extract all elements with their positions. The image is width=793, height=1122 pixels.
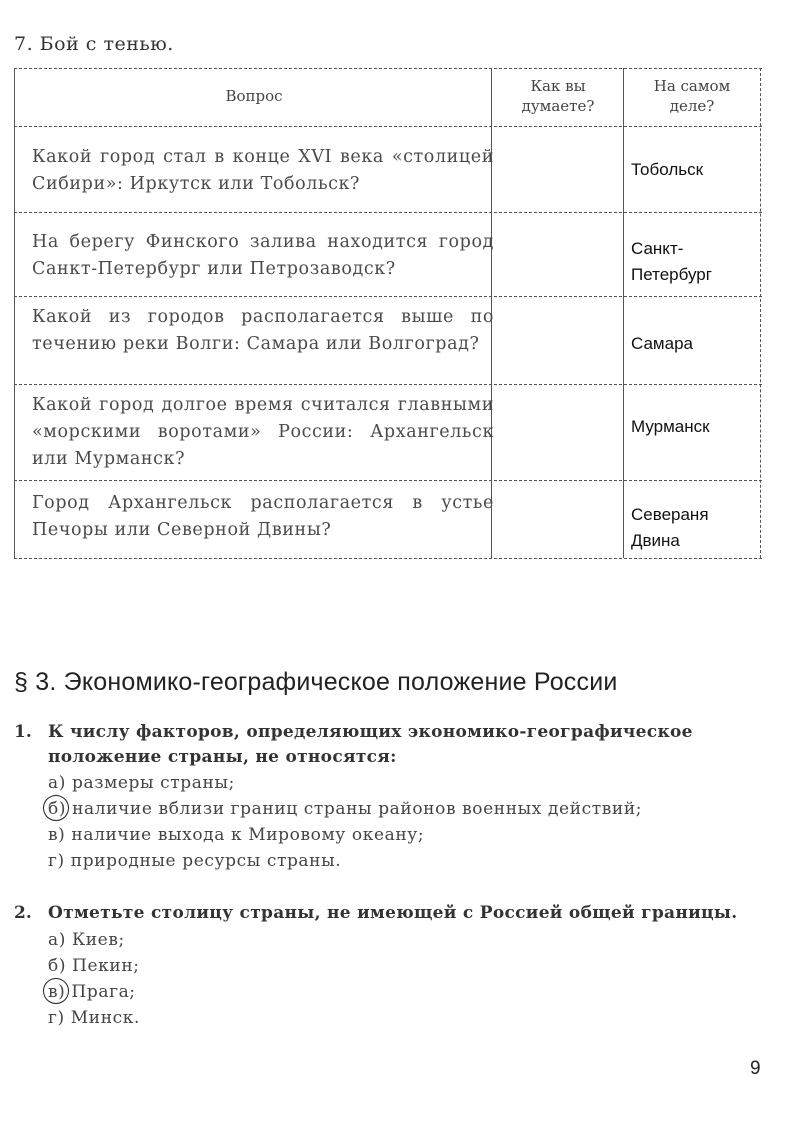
task-1-option-a[interactable]: [48, 771, 235, 796]
answer-3: Самара: [631, 334, 693, 353]
option-text: Прага;: [71, 982, 136, 1002]
header-question: Вопрос: [225, 87, 283, 105]
task-2-option-a[interactable]: [48, 928, 125, 953]
exercise-7-title: 7. Бой с тенью.: [14, 33, 174, 55]
header-actual: [625, 76, 759, 116]
question-1: Какой город стал в конце XVI века «столицей Сибири»: Иркутск или Тобольск?: [32, 147, 494, 194]
task-2-option-d[interactable]: [48, 1006, 140, 1031]
task-2-option-b[interactable]: [48, 954, 140, 979]
header-actual-line1: На самом: [653, 77, 731, 95]
task-2-question: Отметьте столицу страны, не имеющей с Россией общей границы.: [48, 903, 738, 923]
answer-1: Тобольск: [631, 160, 704, 179]
quiz-table: [14, 62, 762, 560]
section-3-title: § 3. Экономико-географическое положение России: [14, 668, 618, 696]
answer-4: Мурманск: [631, 417, 710, 436]
option-letter: б): [48, 956, 67, 976]
option-text: размеры страны;: [71, 773, 235, 793]
task-1-question: К числу факторов, определяющих экономико-географическое положение страны, не относятся:: [48, 722, 693, 767]
page-number: 9: [750, 1058, 761, 1079]
option-letter: а): [48, 930, 66, 950]
task-2-number: 2.: [14, 903, 32, 923]
task-1-option-d[interactable]: [48, 849, 341, 874]
header-guess-line2: думаете?: [521, 97, 595, 115]
header-guess-line1: Как вы: [530, 77, 586, 95]
question-4: Какой город долгое время считался главными «морскими воротами» России: Архангельск или Мурманск?: [32, 395, 494, 469]
selected-option-letter: б): [48, 797, 66, 822]
option-letter: г): [48, 1008, 65, 1028]
option-text: наличие вблизи границ страны районов военных действий;: [72, 799, 643, 819]
question-2: На берегу Финского залива находится город Санкт-Петербург или Петрозаводск?: [32, 232, 494, 279]
option-letter: а): [48, 773, 66, 793]
question-3: Какой из городов располагается выше по течению реки Волги: Самара или Волгоград?: [32, 307, 494, 354]
answer-5-line2: Двина: [631, 531, 680, 550]
answer-5-line1: Севераня: [631, 505, 709, 524]
option-letter: г): [48, 851, 65, 871]
answer-2-line2: Петербург: [631, 265, 712, 284]
answer-2-line1: Санкт-: [631, 239, 684, 258]
task-1-number: 1.: [14, 722, 32, 742]
header-actual-line2: деле?: [669, 97, 715, 115]
option-text: наличие выхода к Мировому океану;: [71, 825, 425, 845]
option-letter: в): [48, 825, 66, 845]
option-text: природные ресурсы страны.: [70, 851, 342, 871]
selected-option-letter: в): [48, 980, 65, 1005]
answer-2: [631, 236, 761, 288]
option-text: Киев;: [71, 930, 125, 950]
option-text: Минск.: [70, 1008, 140, 1028]
option-text: Пекин;: [72, 956, 140, 976]
header-guess: [494, 76, 622, 116]
question-5: Город Архангельск располагается в устье Печоры или Северной Двины?: [32, 493, 494, 540]
task-1-option-c[interactable]: [48, 823, 424, 848]
answer-5: [631, 502, 761, 554]
task-2-option-c[interactable]: [48, 980, 136, 1005]
task-1-option-b[interactable]: [48, 797, 642, 822]
